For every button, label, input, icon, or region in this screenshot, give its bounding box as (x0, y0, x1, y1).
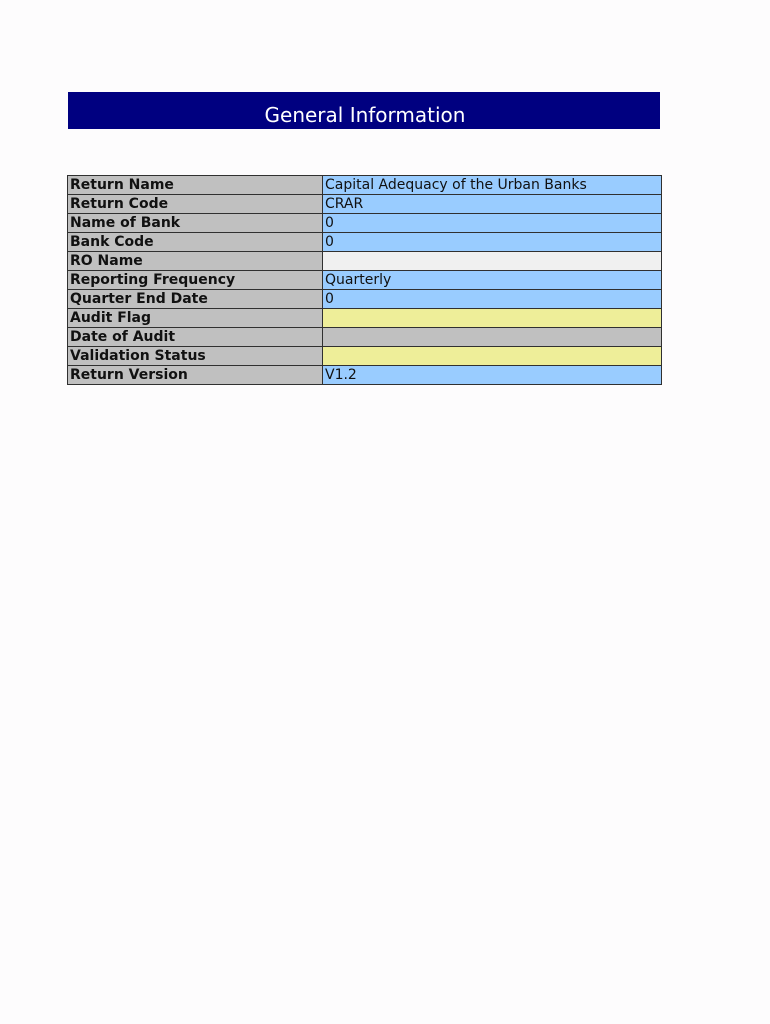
field-label-audit-flag: Audit Flag (68, 309, 323, 328)
field-label-name-of-bank: Name of Bank (68, 214, 323, 233)
field-value-name-of-bank[interactable]: 0 (323, 214, 662, 233)
field-value-validation-status[interactable] (323, 347, 662, 366)
field-label-validation-status: Validation Status (68, 347, 323, 366)
table-row (68, 195, 662, 214)
table-row (68, 271, 662, 290)
field-value-return-name[interactable]: Capital Adequacy of the Urban Banks (323, 176, 662, 195)
table-row (68, 309, 662, 328)
field-label-return-code: Return Code (68, 195, 323, 214)
field-value-date-of-audit[interactable] (323, 328, 662, 347)
field-value-quarter-end-date[interactable]: 0 (323, 290, 662, 309)
table-row (68, 328, 662, 347)
field-value-reporting-frequency[interactable]: Quarterly (323, 271, 662, 290)
field-value-ro-name[interactable] (323, 252, 662, 271)
field-value-return-version[interactable]: V1.2 (323, 366, 662, 385)
table-row (68, 252, 662, 271)
field-label-date-of-audit: Date of Audit (68, 328, 323, 347)
field-label-quarter-end-date: Quarter End Date (68, 290, 323, 309)
table-row (68, 290, 662, 309)
field-value-return-code[interactable]: CRAR (323, 195, 662, 214)
field-value-bank-code[interactable]: 0 (323, 233, 662, 252)
field-label-reporting-frequency: Reporting Frequency (68, 271, 323, 290)
table-row (68, 233, 662, 252)
table-row (68, 176, 662, 195)
field-label-ro-name: RO Name (68, 252, 323, 271)
field-label-bank-code: Bank Code (68, 233, 323, 252)
field-label-return-name: Return Name (68, 176, 323, 195)
field-value-audit-flag[interactable] (323, 309, 662, 328)
page-title: General Information (68, 92, 660, 129)
general-information-table (67, 175, 662, 385)
table-row (68, 214, 662, 233)
table-row (68, 347, 662, 366)
table-row (68, 366, 662, 385)
field-label-return-version: Return Version (68, 366, 323, 385)
